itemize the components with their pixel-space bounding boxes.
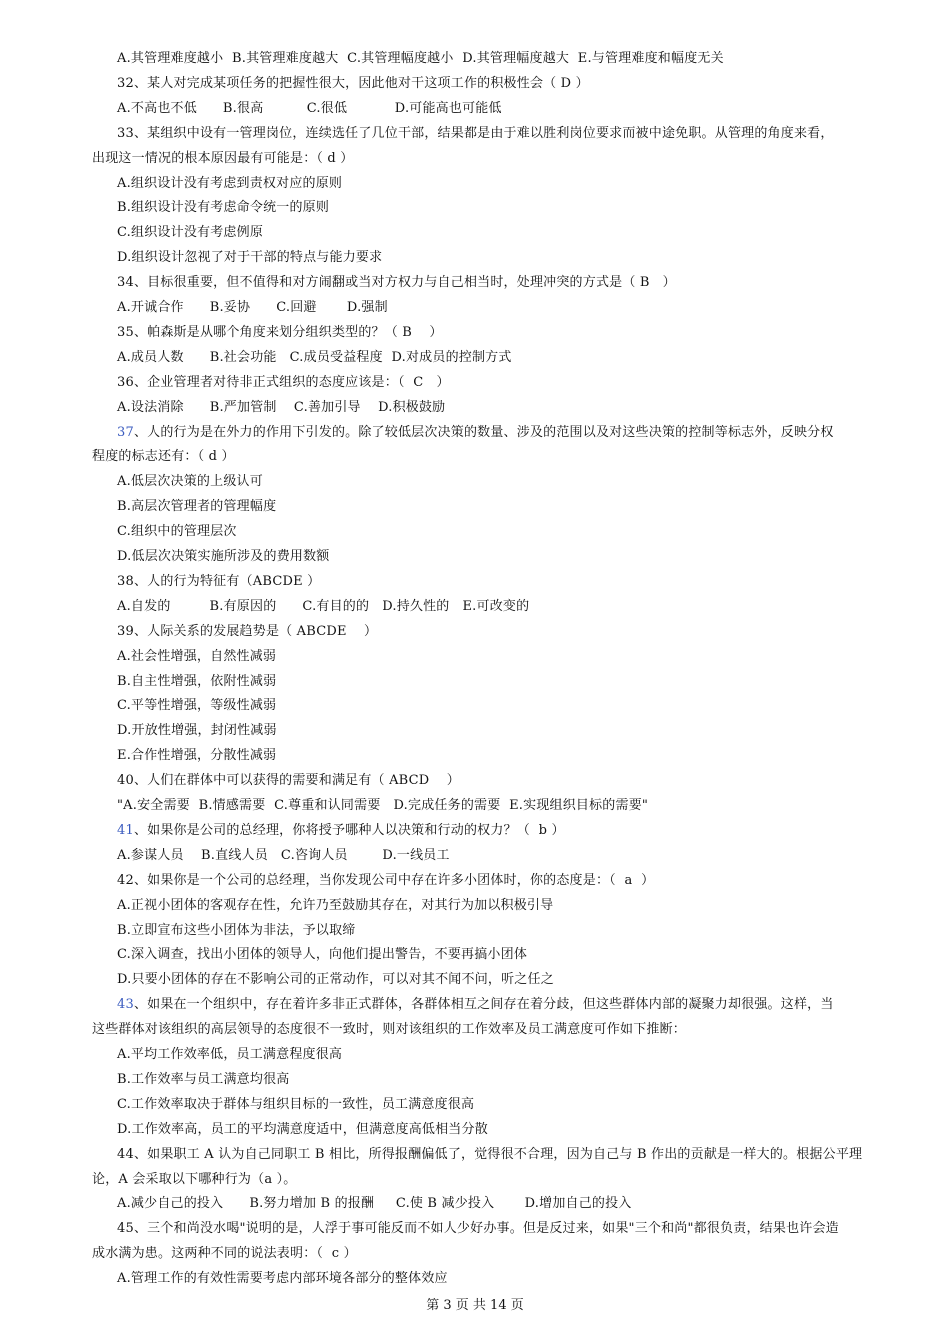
line-text: 42、如果你是一个公司的总经理，当你发现公司中存在许多小团体时，你的态度是：（ a ） [117,872,655,888]
option-line [117,1095,474,1115]
line-text: A.成员人数 B.社会功能 C.成员受益程度 D.对成员的控制方式 [117,349,512,365]
line-text: D.工作效率高，员工的平均满意度适中，但满意度高低相当分散 [117,1121,488,1137]
option-line [117,1269,448,1289]
option-line [117,298,388,318]
line-text: 35、帕森斯是从哪个角度来划分组织类型的？（ B ） [117,324,443,340]
option-line [117,547,330,567]
option-line [117,672,276,692]
option-line [117,846,450,866]
line-text: A.参谋人员 B.直线人员 C.咨询人员 D.一线员工 [117,847,450,863]
line-text: 38、人的行为特征有（ABCDE ） [117,573,321,589]
line-text: 44、如果职工 A 认为自己同职工 B 相比，所得报酬偏低了，觉得很不合理，因为自己与 B 作出的贡献是一样大的。根据公平理 [117,1146,863,1162]
line-text: 33、某组织中设有一管理岗位，连续选任了几位干部，结果都是由于难以胜利岗位要求而被中途免职。从管理的角度来看， [117,125,834,141]
question-continuation [92,1170,297,1190]
line-text: 、如果你是公司的总经理，你将授予哪种人以决策和行动的权力？（ b ） [133,822,565,838]
line-text: 成水满为患。这两种不同的说法表明：（ c ） [92,1246,357,1262]
line-text: B.自主性增强，依附性减弱 [117,673,277,689]
line-text: 、人的行为是在外力的作用下引发的。除了较低层次决策的数量、涉及的范围以及对这些决策的控制等标志外，反映分权 [133,424,834,440]
line-text: 34、目标很重要，但不值得和对方闹翻或当对方权力与自己相当时，处理冲突的方式是（ B ） [117,275,676,291]
option-line [117,796,648,816]
question-number: 41 [117,822,134,838]
question-line [117,995,834,1015]
option-line [117,223,263,243]
line-text: C.工作效率取决于群体与组织目标的一致性，员工满意度很高 [117,1096,475,1112]
line-text: A.管理工作的有效性需要考虑内部环境各部分的整体效应 [117,1271,448,1287]
line-text: A.自发的 B.有原因的 C.有目的的 D.持久性的 E.可改变的 [117,598,530,614]
line-text: 程度的标志还有：（ d ） [92,449,235,465]
line-text: 32、某人对完成某项任务的把握性很大，因此他对干这项工作的积极性会（ D ） [117,75,589,91]
line-text: D.开放性增强，封闭性减弱 [117,723,277,739]
option-line [117,696,276,716]
option-line [117,945,527,965]
line-text: B.立即宣布这些小团体为非法，予以取缔 [117,922,356,938]
line-text: B.组织设计没有考虑命令统一的原则 [117,200,330,216]
line-text: A.减少自己的投入 B.努力增加 B 的报酬 C.使 B 减少投入 D.增加自己的投入 [117,1196,632,1212]
question-line [117,821,565,841]
line-text: 39、人际关系的发展趋势是（ ABCDE ） [117,623,378,639]
line-text: A.社会性增强，自然性减弱 [117,648,277,664]
line-text: A.平均工作效率低，员工满意程度很高 [117,1047,343,1062]
line-text: 出现这一情况的根本原因最有可能是：（ d ） [92,150,354,166]
option-line [117,174,342,194]
line-text: A.开诚合作 B.妥协 C.回避 D.强制 [117,300,388,315]
option-line [117,1045,342,1065]
option-line [117,1070,290,1090]
line-text: "A.安全需要 B.情感需要 C.尊重和认同需要 D.完成任务的需要 E.实现组织目标的需要" [117,798,649,813]
option-line [117,1120,488,1140]
option-line [117,896,553,916]
question-line [117,871,654,891]
question-line [117,1145,862,1165]
question-line [117,1219,839,1239]
option-line [117,49,724,69]
option-line [117,921,356,941]
option-line [117,746,276,766]
option-line [117,647,276,667]
question-continuation [92,447,235,467]
option-line [117,721,277,741]
line-text: A.低层次决策的上级认可 [117,474,263,490]
option-line [117,348,512,368]
line-text: 40、人们在群体中可以获得的需要和满足有（ ABCD ） [117,773,460,789]
option-line [117,398,445,418]
question-number: 37 [117,424,134,440]
line-text: 这些群体对该组织的高层领导的态度很不一致时，则对该组织的工作效率及员工满意度可作如下推断： [92,1022,687,1038]
line-text: 36、企业管理者对待非正式组织的态度应该是：（ C ） [117,374,450,390]
question-line [117,771,460,791]
line-text: 、如果在一个组织中，存在着许多非正式群体，各群体相互之间存在着分歧，但这些群体内部的凝聚力却很强。这样，当 [133,997,834,1013]
line-text: B.高层次管理者的管理幅度 [117,499,277,515]
line-text: 45、三个和尚没水喝"说明的是，人浮于事可能反而不如人少好办事。但是反过来，如果"三个和尚"都很负责，结果也许会造 [117,1221,839,1237]
question-line [117,622,377,642]
line-text: C.组织设计没有考虑例原 [117,225,264,241]
line-text: A.其管理难度越小 B.其管理难度越大 C.其管理幅度越小 D.其管理幅度越大 E.与管理难度和幅度无关 [117,51,724,66]
line-text: D.低层次决策实施所涉及的费用数额 [117,549,330,564]
option-line [117,597,529,617]
question-line [117,124,834,144]
option-line [117,472,263,492]
option-line [117,522,237,542]
question-continuation [92,1244,357,1264]
option-line [117,497,276,517]
line-text: E.合作性增强，分散性减弱 [117,748,277,764]
option-line [117,99,502,119]
line-text: D.组织设计忽视了对于干部的特点与能力要求 [117,250,383,266]
option-line [117,970,554,990]
question-number: 43 [117,997,134,1013]
line-text: C.深入调查，找出小团体的领导人，向他们提出警告，不要再搞小团体 [117,947,528,963]
line-text: A.设法消除 B.严加管制 C.善加引导 D.积极鼓励 [117,399,446,415]
question-line [117,74,589,94]
line-text: D.只要小团体的存在不影响公司的正常动作，可以对其不闻不问，听之任之 [117,972,554,988]
question-continuation [92,149,354,169]
question-line [117,423,834,443]
line-text: C.平等性增强，等级性减弱 [117,698,277,714]
question-continuation [92,1020,686,1040]
line-text: A.组织设计没有考虑到责权对应的原则 [117,175,343,191]
line-text: A.正视小团体的客观存在性，允许乃至鼓励其存在，对其行为加以积极引导 [117,897,554,913]
line-text: 论，A 会采取以下哪种行为（a ）。 [92,1171,297,1187]
question-line [117,273,676,293]
option-line [117,1194,632,1214]
line-text: B.工作效率与员工满意均很高 [117,1071,290,1087]
question-line [117,572,320,592]
question-line [117,373,450,393]
option-line [117,198,329,218]
line-text: A.不高也不低 B.很高 C.很低 D.可能高也可能低 [117,100,502,116]
option-line [117,248,382,268]
page-footer: 第 3 页 共 14 页 [426,1298,524,1313]
question-line [117,323,443,343]
line-text: C.组织中的管理层次 [117,524,237,540]
